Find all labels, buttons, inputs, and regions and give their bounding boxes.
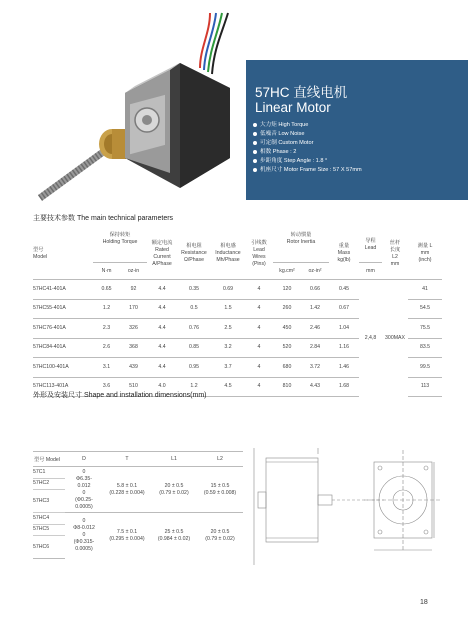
cell-nm: 1.2 [93, 299, 120, 319]
cell-lead-merged: 2,4,8 [359, 280, 382, 397]
cell-ozin2: 1.42 [301, 299, 329, 319]
header-resistance: 相电阻 Resistance Ω/Phase [181, 243, 207, 263]
cell-wires: 4 [245, 280, 273, 300]
header-mass: 重量 Mass kg(lb) [337, 243, 351, 263]
cell-current: 4.4 [147, 280, 177, 300]
cell-resistance: 0.95 [177, 358, 211, 378]
cell-kgcm: 520 [273, 338, 301, 358]
header-model: 型号 Model [33, 246, 48, 260]
header-rotor-inertia: 转动惯量 Rotor Inertia [286, 232, 316, 245]
cell-wires: 4 [245, 377, 273, 397]
cell-resistance: 0.76 [177, 319, 211, 339]
cell-mass: 1.04 [329, 319, 359, 339]
bullet-icon [253, 123, 257, 127]
cell-ozin: 368 [120, 338, 147, 358]
cell-resistance: 0.85 [177, 338, 211, 358]
header-inductance: 相电感 Inductance Mh/Phase [215, 243, 241, 263]
cell-inductance: 0.69 [211, 280, 245, 300]
cell-inductance: 3.2 [211, 338, 245, 358]
cell-resistance: 0.5 [177, 299, 211, 319]
cell-current: 4.4 [147, 338, 177, 358]
cell-length: 41 [408, 280, 442, 300]
dim-header-model: 型号 Model [33, 452, 65, 467]
feature-item: 大力矩 High Torque [253, 121, 362, 130]
dim-model: 57HC4 [33, 513, 65, 525]
cell-mass: 0.45 [329, 280, 359, 300]
table-row [33, 280, 442, 300]
cell-ozin2: 0.66 [301, 280, 329, 300]
cell-nm: 0.65 [93, 280, 120, 300]
cell-nm: 3.6 [93, 377, 120, 397]
cell-ozin: 92 [120, 280, 147, 300]
cell-ozin: 326 [120, 319, 147, 339]
product-title: 57HC 直线电机 [255, 85, 348, 100]
cell-model: 57HC41-401A [33, 280, 93, 300]
unit-nm: N·m [93, 263, 120, 280]
cell-length: 54.5 [408, 299, 442, 319]
cell-wires: 4 [245, 299, 273, 319]
dim-header-l1: L1 [151, 452, 197, 467]
dim-l2-group2: 20 ± 0.5 (0.79 ± 0.02) [197, 513, 243, 559]
cell-wires: 4 [245, 358, 273, 378]
unit-ozin: oz-in [120, 263, 147, 280]
dim-t-group2: 7.5 ± 0.1 (0.295 ± 0.004) [103, 513, 151, 559]
feature-list [253, 121, 362, 176]
header-holding-torque: 保持转矩 Holding Torque [102, 232, 138, 245]
cell-kgcm: 450 [273, 319, 301, 339]
unit-kgcm: kg.cm² [273, 263, 301, 280]
feature-item: 可定制 Custom Motor [253, 139, 362, 148]
header-rated-current: 额定电流 Rated Current A/Phase [151, 239, 173, 267]
cell-current: 4.4 [147, 358, 177, 378]
cell-mass: 1.68 [329, 377, 359, 397]
dim-model: 57HC3 [33, 490, 65, 513]
cell-nm: 2.3 [93, 319, 120, 339]
dim-model: 57HC5 [33, 524, 65, 536]
dim-d-group1: 0 Φ6.35- 0.012 0 (Φ0.25- 0.0005) [75, 468, 93, 510]
header-lead: 导程 Lead [364, 238, 377, 251]
dim-header-d: D [65, 452, 103, 467]
dim-l1-group2: 25 ± 0.5 (0.984 ± 0.02) [151, 513, 197, 559]
cell-inductance: 2.5 [211, 319, 245, 339]
cell-mass: 1.16 [329, 338, 359, 358]
motor-body [125, 63, 230, 188]
specs-section-title: 主要技术参数 The main technical parameters [33, 215, 174, 222]
dimensions-section-title: 外形及安装尺寸 Shape and installation dimensions(mm) [33, 392, 207, 399]
dim-l1-group1: 20 ± 0.5 (0.79 ± 0.02) [159, 482, 189, 496]
dimension-table [33, 451, 243, 559]
motor-photo [30, 8, 235, 203]
spec-table [33, 228, 442, 397]
header-lead-wires: 引线数 Lead Wires (Pins) [251, 239, 267, 267]
bullet-icon [253, 159, 257, 163]
brass-nut [99, 129, 126, 159]
feature-item: 步距角度 Step Angle : 1.8 ° [253, 157, 362, 166]
cell-nm: 2.6 [93, 338, 120, 358]
cell-wires: 4 [245, 338, 273, 358]
bullet-icon [253, 141, 257, 145]
cell-inductance: 3.7 [211, 358, 245, 378]
dim-d-group2: 0 Φ8-0.012 0 (Φ0.315- 0.0005) [65, 513, 103, 559]
cell-current: 4.0 [147, 377, 177, 397]
cell-ozin2: 2.84 [301, 338, 329, 358]
cell-kgcm: 120 [273, 280, 301, 300]
dim-model: 57HC2 [33, 478, 65, 490]
cell-ozin: 439 [120, 358, 147, 378]
cell-length: 83.5 [408, 338, 442, 358]
cell-model: 57HC55-401A [33, 299, 93, 319]
cell-inductance: 1.5 [211, 299, 245, 319]
dim-model: 57C1 [33, 467, 65, 479]
cell-l2-merged: 300MAX [382, 280, 408, 397]
feature-item: 相数 Phase : 2 [253, 148, 362, 157]
cell-ozin: 510 [120, 377, 147, 397]
cell-model: 57HC100-401A [33, 358, 93, 378]
cell-length: 113 [408, 377, 442, 397]
page-number: 18 [420, 599, 428, 606]
header-l2: 丝杆 长度 L2 mm [389, 239, 401, 267]
cell-length: 99.5 [408, 358, 442, 378]
cell-length: 75.5 [408, 319, 442, 339]
technical-drawing [244, 440, 444, 572]
cell-ozin: 170 [120, 299, 147, 319]
feature-item: 机座尺寸 Motor Frame Size : 57 X 57mm [253, 166, 362, 175]
cell-current: 4.4 [147, 299, 177, 319]
cell-kgcm: 260 [273, 299, 301, 319]
motor-wires [200, 13, 228, 74]
dim-header-t: T [103, 452, 151, 467]
unit-lead-mm: mm [359, 263, 382, 280]
cell-kgcm: 810 [273, 377, 301, 397]
cell-nm: 3.1 [93, 358, 120, 378]
cell-model: 57HC84-401A [33, 338, 93, 358]
cell-model: 57HC76-401A [33, 319, 93, 339]
dim-t-group1: 5.8 ± 0.1 (0.228 ± 0.004) [109, 482, 145, 496]
cell-resistance: 1.2 [177, 377, 211, 397]
cell-mass: 1.46 [329, 358, 359, 378]
feature-item: 低噪音 Low Noise [253, 130, 362, 139]
bullet-icon [253, 132, 257, 136]
dim-model: 57HC6 [33, 536, 65, 559]
dim-l2-group1: 15 ± 0.5 (0.59 ± 0.008) [203, 482, 237, 496]
cell-ozin2: 2.46 [301, 319, 329, 339]
header-length: 测量 L mm (inch) [417, 243, 433, 263]
cell-kgcm: 680 [273, 358, 301, 378]
cell-mass: 0.67 [329, 299, 359, 319]
unit-ozin2: oz-in² [301, 263, 329, 280]
cell-wires: 4 [245, 319, 273, 339]
dim-header-l2: L2 [197, 452, 243, 467]
product-subtitle: Linear Motor [255, 100, 331, 115]
cell-current: 4.4 [147, 319, 177, 339]
cell-ozin2: 4.43 [301, 377, 329, 397]
cell-resistance: 0.35 [177, 280, 211, 300]
cell-inductance: 4.5 [211, 377, 245, 397]
bullet-icon [253, 150, 257, 154]
bullet-icon [253, 168, 257, 172]
cell-model: 57HC113-401A [33, 377, 93, 397]
cell-ozin2: 3.72 [301, 358, 329, 378]
